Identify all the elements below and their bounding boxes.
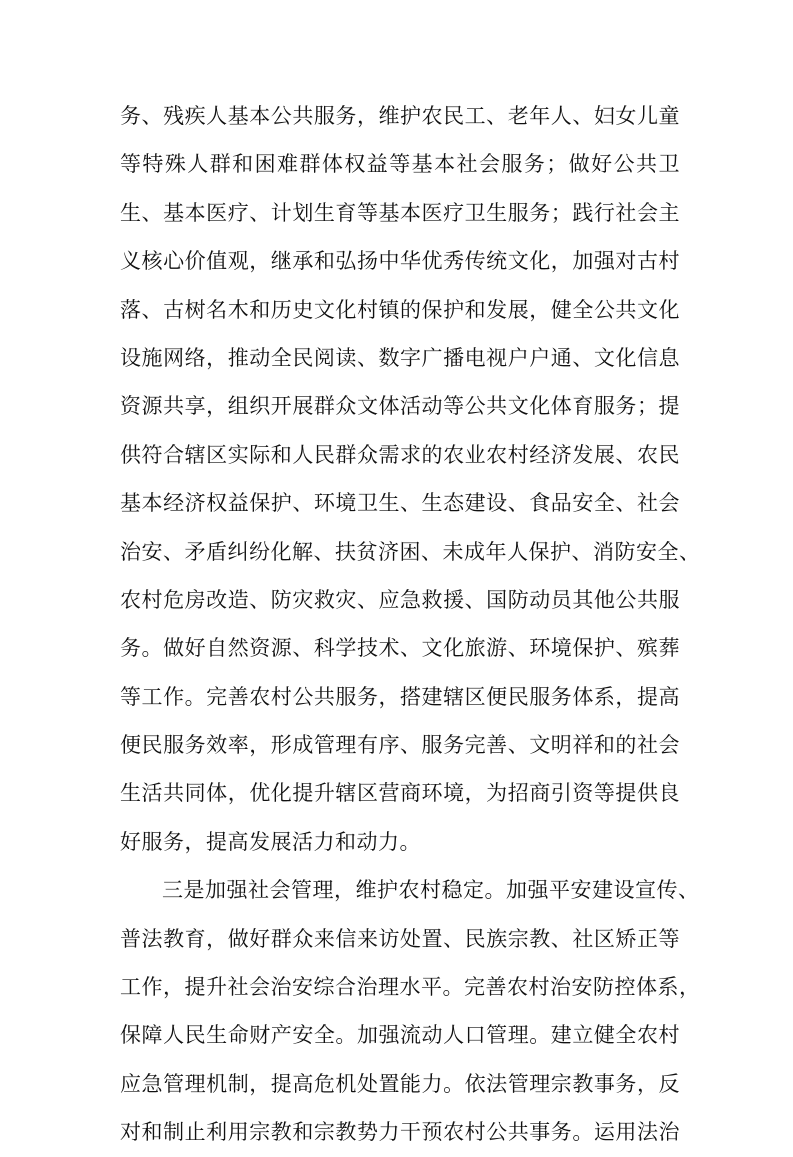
text-line: 农村危房改造、防灾救灾、应急救援、国防动员其他公共服 (120, 587, 680, 612)
text-line: 普法教育，做好群众来信来访处置、民族宗教、社区矫正等 (120, 926, 680, 951)
text-line: 供符合辖区实际和人民群众需求的农业农村经济发展、农民 (120, 442, 680, 467)
text-line: 务、残疾人基本公共服务，维护农民工、老年人、妇女儿童 (120, 104, 680, 128)
text-line: 设施网络，推动全民阅读、数字广播电视户户通、文化信息 (120, 345, 680, 370)
text-line: 便民服务效率，形成管理有序、服务完善、文明祥和的社会 (120, 733, 680, 758)
text-line: 生、基本医疗、计划生育等基本医疗卫生服务；践行社会主 (120, 200, 680, 225)
text-line: 基本经济权益保护、环境卫生、生态建设、食品安全、社会 (120, 491, 680, 516)
text-line: 等特殊人群和困难群体权益等基本社会服务；做好公共卫 (120, 152, 680, 177)
text-line: 资源共享，组织开展群众文体活动等公共文化体育服务；提 (120, 394, 680, 419)
text-line: 等工作。完善农村公共服务，搭建辖区便民服务体系，提高 (120, 684, 680, 709)
text-line: 工作，提升社会治安综合治理水平。完善农村治安防控体系， (120, 975, 701, 1000)
text-line: 生活共同体，优化提升辖区营商环境，为招商引资等提供良 (120, 781, 680, 806)
body-text (120, 92, 701, 1157)
text-line: 好服务，提高发展活力和动力。 (120, 829, 421, 854)
text-line: 义核心价值观，继承和弘扬中华优秀传统文化，加强对古村 (120, 249, 680, 274)
text-line: 应急管理机制，提高危机处置能力。依法管理宗教事务，反 (120, 1071, 680, 1096)
paragraph-first-line: 三是加强社会管理，维护农村稳定。加强平安建设宣传、 (162, 878, 700, 903)
text-line: 务。做好自然资源、科学技术、文化旅游、环境保护、殡葬 (120, 636, 680, 661)
text-line: 保障人民生命财产安全。加强流动人口管理。建立健全农村 (120, 1023, 680, 1048)
text-line: 落、古树名木和历史文化村镇的保护和发展，健全公共文化 (120, 297, 680, 322)
text-line: 对和制止利用宗教和宗教势力干预农村公共事务。运用法治 (120, 1120, 680, 1145)
text-line: 治安、矛盾纠纷化解、扶贫济困、未成年人保护、消防安全、 (120, 539, 701, 564)
